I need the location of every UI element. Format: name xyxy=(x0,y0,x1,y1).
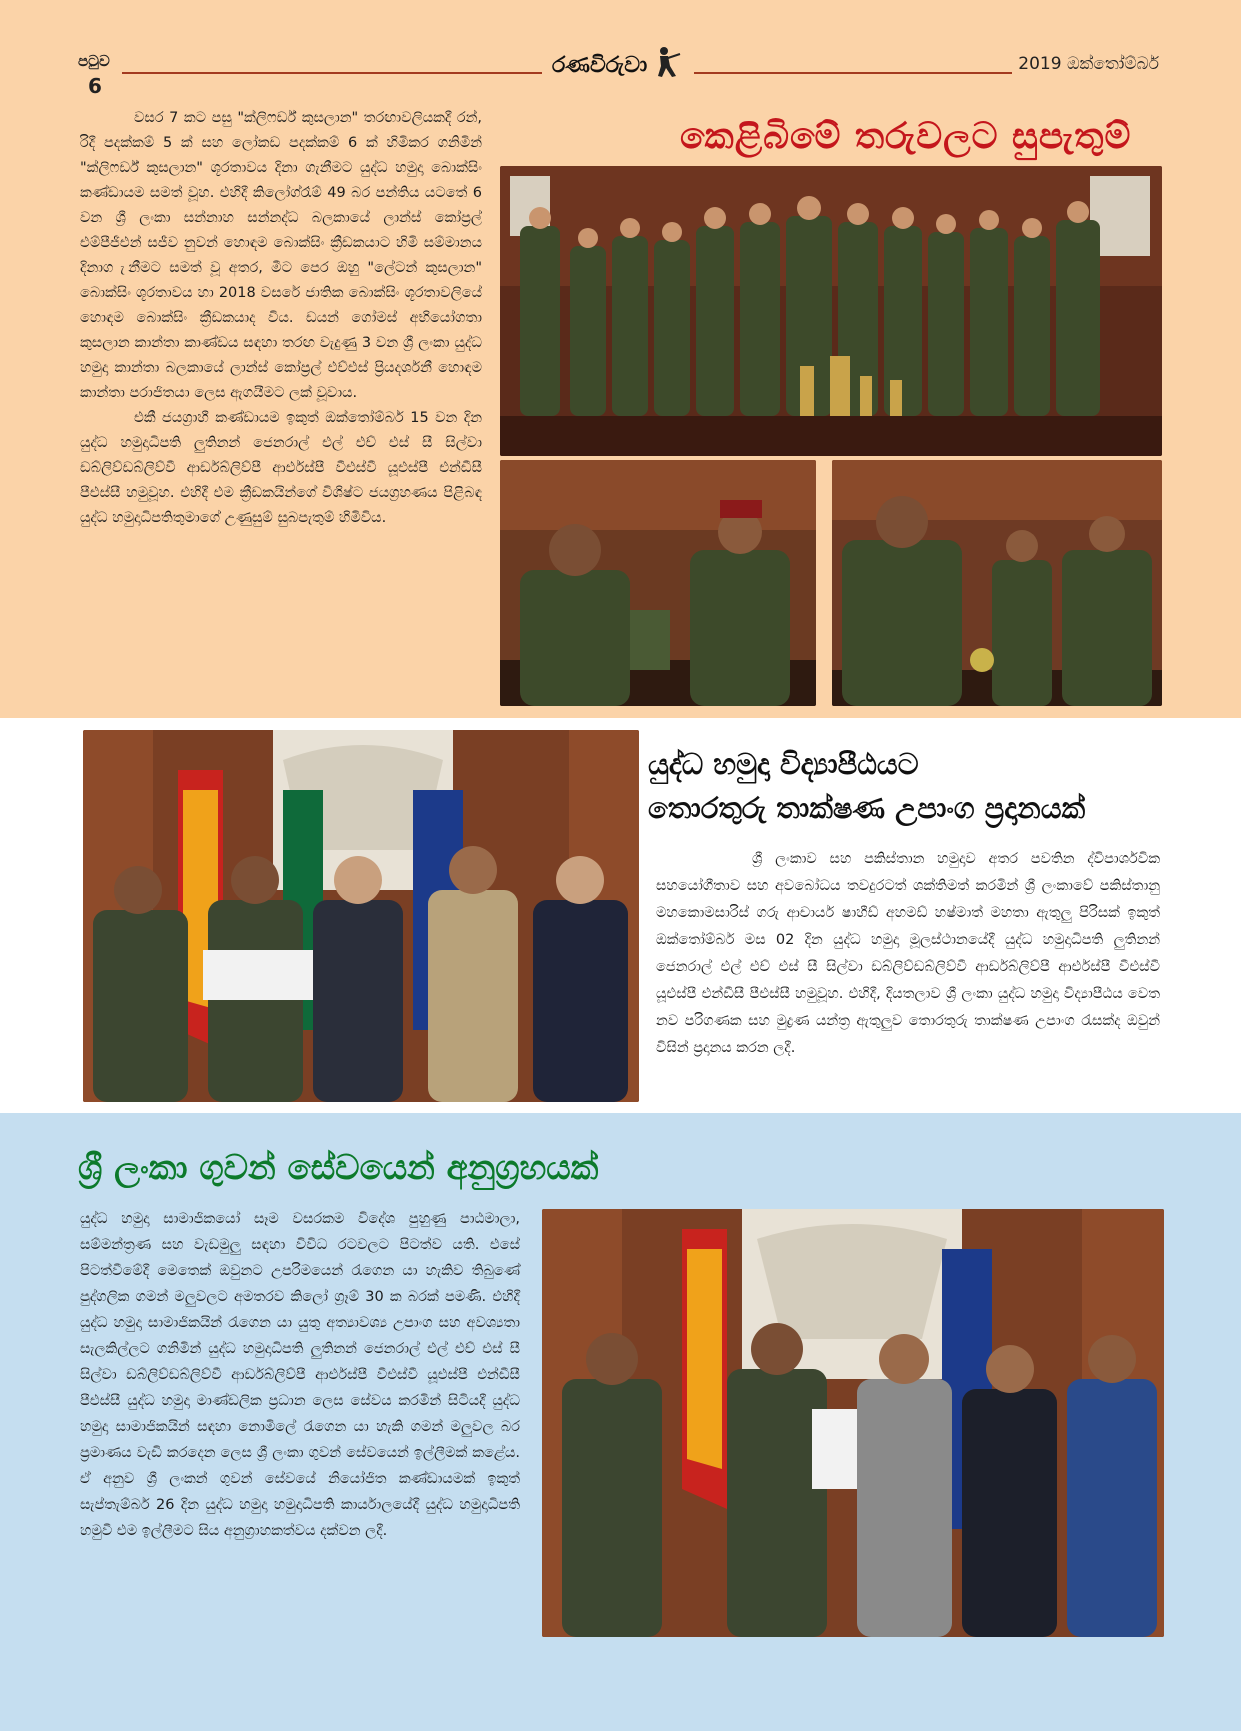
photo-medal-presentation-1 xyxy=(500,460,816,706)
medal-presentation-icon xyxy=(832,460,1162,706)
donation-handover-icon xyxy=(83,730,639,1102)
photo-boxing-team-group xyxy=(500,166,1162,456)
article2-headline-line2: තොරතුරු තාක්ෂණ උපාංග ප්‍රදානයක් xyxy=(648,791,1086,825)
medal-presentation-icon xyxy=(500,460,816,706)
article2-headline xyxy=(648,742,1085,830)
article3-paragraph-1: යුද්ධ හමුදා සාමාජිකයෝ සෑම වසරකම විදේශ පුහුණු පාඨමාලා, සම්මන්ත්‍රණ සහ වැඩමුලු සඳහා විවිධ රටවලට පිටත්ව යති. එසේ පිටත්වීමේදී මෙතෙක් ඔවුනට උපරිමයෙන් රැගෙන යා හැකිව තිබුණේ පුද්ගලික ගමන් මලුවලට අමතරව කිලෝ ග්‍රෑම් 30 ක බරක් පමණි. එහිදී යුද්ධ හමුදා සාමාජිකයින් රැගෙන යා යුතු අත්‍යාවශ්‍ය උපාංග සහ අවශ්‍යතා සැලකිල්ලට ගනිමින් යුද්ධ හමුදාධිපති ලුතිනන් ජෙනරාල් එල් එච් එස් සී සිල්වා ඩබ්ලිව්ඩබ්ලිව්වී ආර්ඩබ්ලිව්පී ආර්එස්පී වීඑස්වී යූඑස්පී එන්ඩීසී පීඑස්සී යුද්ධ හමුදා මාණ්ඩලික ප්‍රධාන ලෙස සේවය කරමින් සිටියදී යුද්ධ හමුදා සාමාජිකයින් සඳහා නොමිලේ රැගෙන යා හැකි ගමන් මලුවල බර ප්‍රමාණය වැඩි කරදෙන ලෙස ශ්‍රී ලංකා ගුවන් සේවයෙන් ඉල්ලීමක් කළේය. ඒ අනුව ශ්‍රී ලංකන් ගුවන් සේවයේ නියෝජිත කණ්ඩායමක් ඉකුත් සැප්තැම්බර් 26 දින යුද්ධ හමුදා හමුදාධිපති කාර්යාලයේදී යුද්ධ හමුදාධිපති හමුවී එම ඉල්ලීමට සිය අනුග්‍රාහකත්වය දක්වන ලදී. xyxy=(80,1211,520,1539)
article1-body xyxy=(80,106,482,531)
photo-it-equipment-donation xyxy=(83,730,639,1102)
article3-headline: ශ්‍රී ලංකා ගුවන් සේවයෙන් අනුග්‍රහයක් xyxy=(78,1148,599,1188)
article3-body xyxy=(80,1206,520,1544)
article1-headline: කෙළිබිමේ තරුවලට සුපැතුම් xyxy=(680,116,1132,157)
page-label: පටුව xyxy=(78,52,110,70)
article1-paragraph-1: වසර 7 කට පසු "ක්ලිෆර්ඩ් කුසලාන" තරඟාවලියකදී රන්, රිදී පදක්කම් 5 ක් සහ ලෝකඩ පදක්කම් 6 ක් හිමිකර ගනිමින් "ක්ලිෆර්ඩ් කුසලාන" ශූරතාවය දිනා ගැනීමට යුද්ධ හමුදා බොක්සිං කණ්ඩායම සමත් වූහ. එහිදී කිලෝග්රෑම් 49 බර පන්තිය යටතේ 6 වන ශ්‍රී ලංකා සන්නාහ සන්නද්ධ බලකායේ ලාන්ස් කෝප්‍රල් එම්පීජීඑන් සජීව නුවන් හොඳම බොක්සිං ක්‍රීඩකයාට හිමි සම්මානය දිනාග ැනීමට සමත් වූ අතර, මීට පෙර ඔහු "ලේටන් කුසලාන" බොක්සිං ශූරතාවය හා 2018 වසරේ ජාතික බොක්සිං ශූරතාවලියේ හොඳම බොක්සිං ක්‍රීඩකයාද විය. ඩයන් ගෝමස් අභියෝගතා කුසලාන කාන්තා කාණ්ඩය සඳහා තරඟ වැදුණු 3 වන ශ්‍රී ලංකා යුද්ධ හමුදා කාන්තා බලකායේ ලාන්ස් කෝප්‍රල් එච්එස් ප්‍රියදර්ශනී හොඳම කාන්තා පරාජිතයා ලෙස ඇගයීමට ලක් වූවාය. xyxy=(80,110,482,401)
header-rule-left xyxy=(122,72,542,74)
sponsorship-handover-icon xyxy=(542,1209,1164,1637)
masthead-title: රණවිරුවා xyxy=(552,52,648,78)
article2-paragraph-1: ශ්‍රී ලංකාව සහ පකිස්තාන හමුදාව අතර පවතින ද්විපාර්ශවික සහයෝගීතාව සහ අවබෝධය තවදුරටත් ශක්තිමත් කරමින් ශ්‍රී ලංකාවේ පකිස්තානු මහකොමසාරිස් ගරු ආචාර්ය ෂාහීඩ් අහමඩ් හෂ්මාත් මහතා ඇතුලු පිරිසක් ඉකුත් ඔක්තෝම්බර් මස 02 දින යුද්ධ හමුදා මූලස්ථානයේදී යුද්ධ හමුදාධිපති ලුතිනන් ජෙනරාල් එල් එච් එස් සී සිල්වා ඩබ්ලිව්ඩබ්ලිව්වී ආර්ඩබ්ලිව්පී ආර්එස්පී වීඑස්වී යූඑස්පී එන්ඩීසී පීඑස්සී හමුවූහ. එහිදී, දියතලාව ශ්‍රී ලංකා යුද්ධ හමුදා විද්‍යාපීඨය වෙත නව පරිගණක සහ මුද්‍රණ යන්ත්‍ර ඇතුලුව තොරතුරු තාක්ෂණ උපාංග රැසක්ද ඔවුන් විසින් ප්‍රදානය කරන ලදී. xyxy=(656,851,1160,1056)
photo-srilankan-airlines-sponsorship xyxy=(542,1209,1164,1637)
article1-paragraph-2: එකී ජයග්‍රාහී කණ්ඩායම ඉකුත් ඔක්තෝම්බර් 15 වන දින යුද්ධ හමුදාධිපති ලුතිනන් ජෙනරාල් එල් එච් එස් සී සිල්වා ඩබ්ලිව්ඩබ්ලිව්වී ආර්ඩබ්ලිව්පී ආර්එස්පී වීඑස්වී යූඑස්පී එන්ඩීසී පීඑස්සී හමුවූහ. එහිදී එම ක්‍රීඩකයින්ගේ විශිෂ්ට ජයග්‍රහණය පිළිබඳ යුද්ධ හමුදාධිපතිතුමාගේ උණුසුම් සුබපැතුම් හිමිවිය. xyxy=(80,410,482,526)
page-number: 6 xyxy=(88,74,102,98)
article2-body xyxy=(656,846,1160,1062)
article2-headline-line1: යුද්ධ හමුදා විද්‍යාපීඨයට xyxy=(648,747,919,781)
photo-medal-presentation-2 xyxy=(832,460,1162,706)
issue-date: 2019 ඔක්තෝම්බර් xyxy=(1018,54,1159,74)
group-photo-icon xyxy=(500,166,1162,456)
header-rule-right xyxy=(694,72,1012,74)
soldier-icon xyxy=(646,44,682,80)
